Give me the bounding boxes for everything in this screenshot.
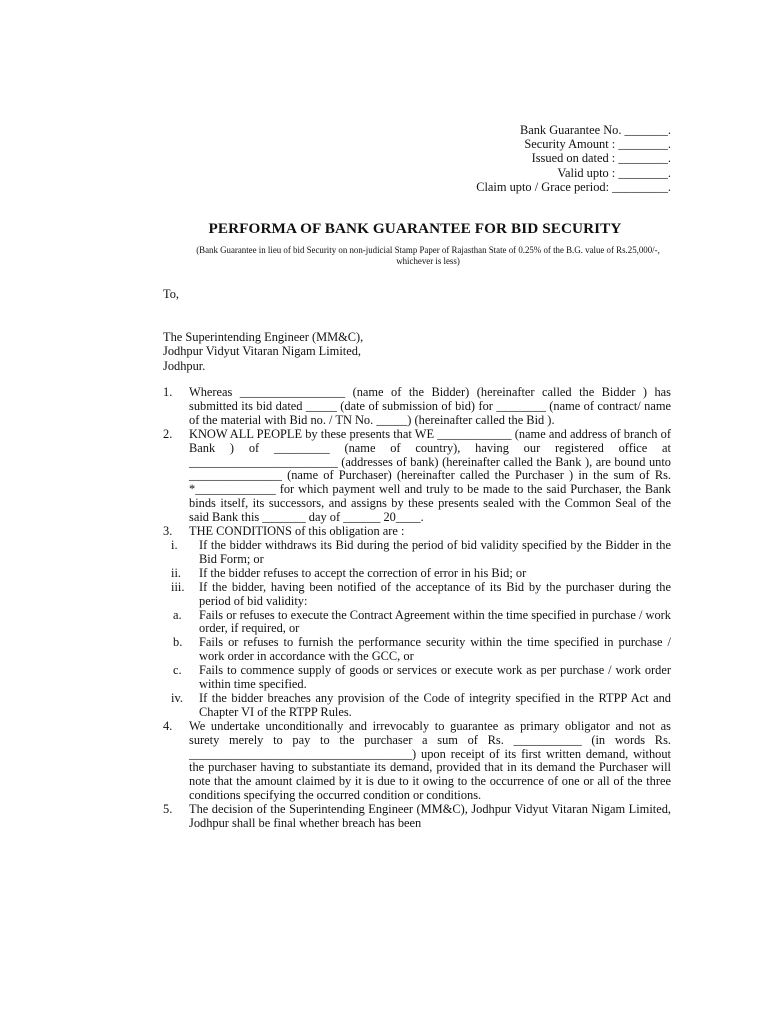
condition-text: If the bidder refuses to accept the correction of error in his Bid; or — [199, 565, 527, 580]
address-line: Jodhpur. — [163, 358, 206, 373]
clause-2 — [163, 428, 671, 525]
document-title: PERFORMA OF BANK GUARANTEE FOR BID SECURITY — [208, 220, 622, 237]
bank-guarantee-no: Bank Guarantee No. _______. — [519, 123, 671, 137]
condition-number: iii. — [171, 579, 185, 594]
clause-text: We undertake unconditionally and irrevocably to guarantee as primary obligator and not as surety merely to pay to the purchaser a sum of Rs. ___________ (in words Rs. ____________________________________) upon receipt of its first written demand, without the purchaser having to substantiate its demand, provided that in its demand the Purchaser will note that the amount claimed by it is due to it owing to the occurrence of one or all of the three conditions specifying the occurred condition or conditions. — [189, 718, 671, 803]
claim-upto: Claim upto / Grace period: _________. — [476, 179, 671, 194]
condition-number: b. — [173, 635, 183, 650]
stamp-paper-note: (Bank Guarantee in lieu of bid Security on non-judicial Stamp Paper of Rajasthan State of 0.25% of the B.G. value of Rs.25,000/-, whichever is less) — [196, 245, 660, 266]
condition-item — [163, 636, 671, 664]
clause-text: THE CONDITIONS of this obligation are : — [189, 524, 405, 539]
condition-item — [163, 609, 671, 637]
clause-3 — [163, 525, 671, 539]
clause-number: 1. — [163, 385, 173, 399]
clause-1 — [163, 386, 671, 428]
condition-number: i. — [171, 537, 178, 552]
clause-list — [163, 386, 671, 831]
condition-list — [163, 539, 671, 720]
condition-item — [163, 664, 671, 692]
address-line: The Superintending Engineer (MM&C), — [163, 330, 364, 344]
clause-text: The decision of the Superintending Engineer (MM&C), Jodhpur Vidyut Vitaran Nigam Limited, Jodhpur shall be final whether breach has been — [189, 802, 671, 831]
condition-text: Fails to commence supply of goods or services or execute work as per purchase / work order within time specified. — [199, 663, 671, 692]
clause-number: 4. — [163, 718, 173, 733]
clause-text: Whereas _________________ (name of the Bidder) (hereinafter called the Bidder ) has submitted its bid dated _____ (date of submission of bid) for ________ (name of contract/ name of the material with Bid no. / TN No. _____) (hereinafter called the Bid ). — [189, 385, 671, 427]
condition-text: If the bidder, having been notified of the acceptance of its Bid by the purchaser during the period of bid validity: — [199, 579, 671, 608]
condition-number: ii. — [171, 565, 181, 580]
condition-item — [163, 581, 671, 609]
condition-text: If the bidder withdraws its Bid during the period of bid validity specified by the Bidder in the Bid Form; or — [199, 537, 671, 566]
condition-number: iv. — [171, 690, 183, 705]
condition-number: a. — [173, 607, 182, 622]
condition-text: Fails or refuses to furnish the performance security within the time specified in purchase / work order in accordance with the GCC, or — [199, 635, 671, 664]
clause-text: KNOW ALL PEOPLE by these presents that WE ____________ (name and address of branch of Bank ) of _________ (name of country), having our registered office at ________________________ (addresses of bank) (hereinafter called the Bank ), are bound unto _______________ (name of Purchaser) (hereinafter called the Purchaser ) in the sum of Rs. *_____________ for which payment well and truly to be made to the said Purchaser, the Bank binds itself, its successors, and assigns by these presents sealed with the Common Seal of the said Bank this _______ day of ______ 20____. — [189, 426, 671, 525]
condition-text: If the bidder breaches any provision of the Code of integrity specified in the RTPP Act and Chapter VI of the RTPP Rules. — [199, 690, 671, 719]
clause-number: 2. — [163, 426, 173, 441]
salutation: To, — [163, 287, 179, 301]
recipient-address — [163, 330, 363, 373]
issued-on-dated: Issued on dated : ________. — [531, 151, 671, 166]
condition-item — [163, 539, 671, 567]
condition-item — [163, 692, 671, 720]
clause-number: 3. — [163, 524, 173, 539]
condition-item — [163, 567, 671, 581]
clause-number: 5. — [163, 802, 173, 817]
guarantee-reference-block — [476, 123, 671, 194]
address-line: Jodhpur Vidyut Vitaran Nigam Limited, — [163, 344, 362, 359]
clause-4 — [163, 720, 671, 803]
condition-number: c. — [173, 663, 182, 678]
valid-upto: Valid upto : ________. — [557, 165, 671, 180]
clause-5 — [163, 803, 671, 831]
security-amount: Security Amount : ________. — [524, 137, 671, 152]
condition-text: Fails or refuses to execute the Contract Agreement within the time specified in purchase / work order, if required, or — [199, 607, 671, 636]
